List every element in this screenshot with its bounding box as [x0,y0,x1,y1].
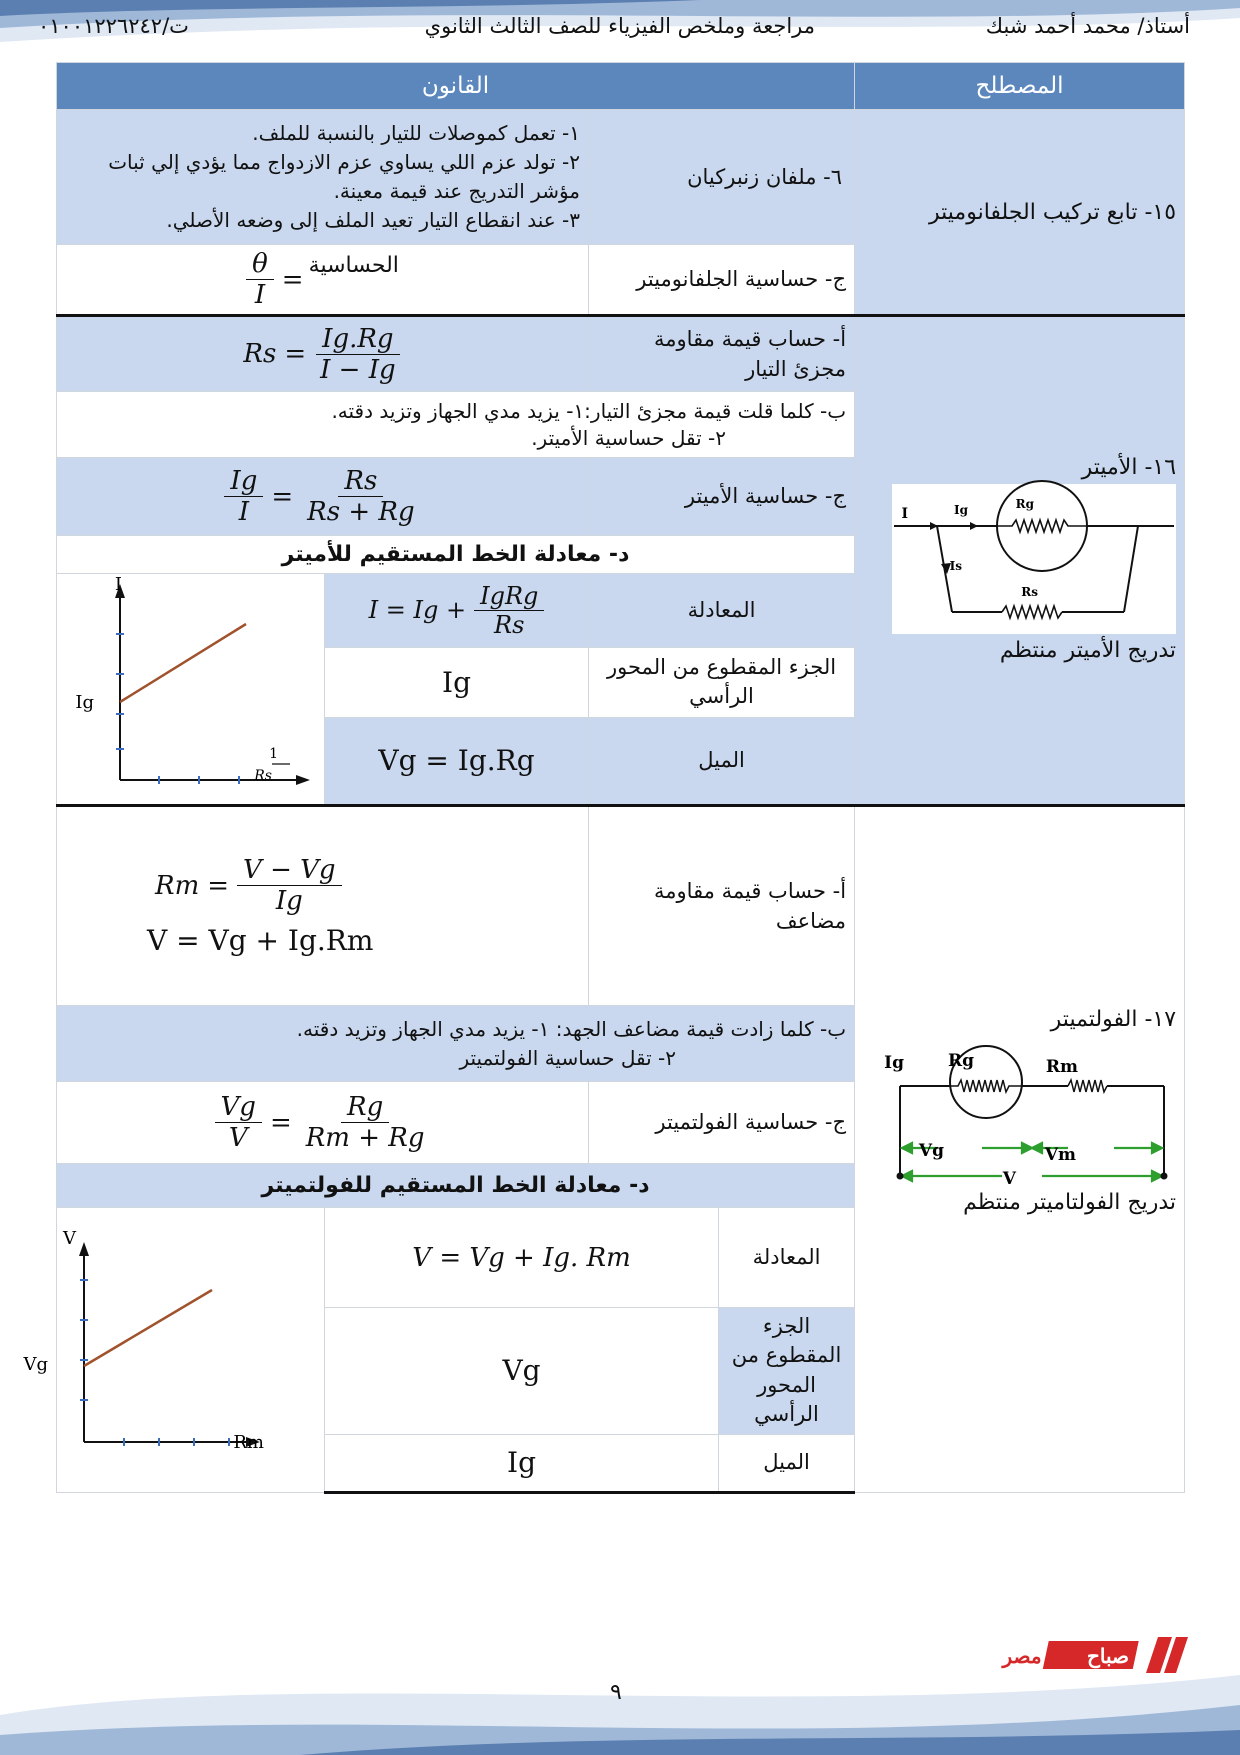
sec16-b-line-2: ٢- تقل حساسية الأميتر. [531,425,727,450]
sec16-eq-label: المعادلة [589,574,855,648]
voltmeter-graph-y-label: V [63,1227,77,1249]
sec17-a-row [57,806,1185,1006]
sec15-sens-fraction [246,249,274,310]
page-number: ٩ [610,1680,622,1705]
ammeter-label-I: I [901,506,909,522]
voltmeter-circuit-diagram [884,1036,1176,1189]
sec17-c-label: ج- حساسية الفولتميتر [589,1082,855,1164]
voltmeter-label-V: V [1002,1169,1017,1189]
sec17-term: ١٧- الفولتميتر [1050,1007,1177,1032]
voltmeter-label-Ig: Ig [884,1053,905,1073]
sec17-caption: تدريج الفولتاميتر منتظم [963,1190,1177,1215]
sec16-c-rden: Rs + Rg [307,497,415,527]
table-header-row [57,63,1185,110]
voltmeter-label-Vg: Vg [918,1141,945,1161]
sec16-a-row [57,316,1185,392]
sec15-sens-label: ج- حساسية الجلفانوميتر [589,245,855,316]
sec16-graph-cell [57,574,325,806]
sec17-intercept-label: الجزء المقطوع من المحور الرأسي [719,1308,855,1435]
sec17-slope-label: الميل [719,1434,855,1492]
sec16-term-cell [855,316,1185,806]
sec17-b-text [57,1006,855,1082]
voltmeter-label-Vm: Vm [1044,1145,1077,1165]
ammeter-label-Rs: Rs [1021,585,1039,599]
sec17-c-rden: Rm + Rg [305,1123,425,1153]
sec15-sens-eq: = [281,264,304,295]
sec17-a-den: Ig [275,886,303,916]
sec15-spring-note-1: ١- تعمل كموصلات للتيار بالنسبة للملف. [252,121,581,145]
voltmeter-graph-x-label: Rm [233,1431,265,1453]
sec16-eq-den: Rs [494,610,525,639]
document-title: مراجعة وملخص الفيزياء للصف الثالث الثانوي [424,14,815,38]
sec16-a-den: I − Ig [320,354,396,385]
sec16-intercept-label: الجزء المقطوع من المحور الرأسي [589,647,855,717]
sec15-sens-den: I [254,280,266,310]
col-term-header: المصطلح [855,63,1185,110]
sec17-graph-cell [23,1208,325,1493]
sec17-eq-cell [325,1208,719,1308]
sec16-a-label: أ- حساب قيمة مقاومة مجزئ التيار [589,316,855,392]
page-header [0,14,1240,54]
voltmeter-label-Rm: Rm [1045,1057,1079,1077]
sec17-d-title: د- معادلة الخط المستقيم للفولتميتر [57,1164,855,1208]
ammeter-circuit-diagram [892,484,1176,634]
sec17-c-rnum: Rg [341,1092,389,1123]
sec17-c-lnum: Vg [215,1092,262,1123]
sec17-b-line-2: ٢- تقل حساسية الفولتميتر [459,1045,677,1070]
sec17-eq-value: V = Vg + Ig. Rm [412,1242,631,1273]
ammeter-graph-x-num: 1 [269,746,279,762]
sec16-a-num: Ig.Rg [316,324,399,355]
sec15-spring-notes [57,110,589,245]
sec17-a-eq2: V = Vg + Ig.Rm [147,924,374,957]
sec17-a-label: أ- حساب قيمة مقاومة مضاعف [589,806,855,1006]
sec16-caption: تدريج الأميتر منتظم [999,638,1177,663]
sec17-term-cell [855,806,1185,1493]
sec17-a-lhs: Rm [155,870,200,901]
voltmeter-label-Rg: Rg [948,1051,975,1071]
sec16-slope-value: Vg = Ig.Rg [325,717,589,805]
col-law-header: القانون [57,63,855,110]
sec15-springs-row [57,110,1185,245]
teacher-name: أستاذ/ محمد أحمد شبك [985,14,1190,38]
sec16-b-line-1: ب- كلما قلت قيمة مجزئ التيار:١- يزيد مدي الجهاز وتزيد دقته. [331,398,847,423]
sec16-c-label: ج- حساسية الأميتر [589,458,855,536]
sec16-c-lden: I [238,497,250,527]
sec17-b-line-1: ب- كلما زادت قيمة مضاعف الجهد: ١- يزيد مدي الجهاز وتزيد دقته. [296,1016,847,1041]
sec15-spring-label: ٦- ملفان زنبركيان [589,110,855,245]
ammeter-label-Rg: Rg [1015,497,1035,511]
sec16-slope-label: الميل [589,717,855,805]
sec16-d-title: د- معادلة الخط المستقيم للأميتر [57,536,855,574]
sec16-eq-num: IgRg [474,582,544,611]
sec16-a-lhs: Rs [243,339,277,369]
sec15-term: ١٥- تابع تركيب الجلفانوميتر [855,110,1185,316]
sec16-c-rnum: Rs [338,466,383,497]
sec16-c-formula: $\frac{Ig}{I}$ = $\frac{Rs}{Rs + Rg}$ [57,458,589,536]
sec17-a-num: V − Vg [237,855,342,886]
sec17-slope-value: Ig [325,1434,719,1492]
sec17-a-formula: Rm = $\frac{V - Vg}{Ig}$ V = Vg + Ig.Rm [57,806,589,1006]
sec16-c-lnum: Ig [224,466,263,497]
voltmeter-graph [0,1227,324,1466]
ammeter-label-Is: Is [949,559,963,573]
sec16-eq-value [325,574,589,648]
logo-text-1: صباح [1086,1644,1130,1668]
sec15-sens-word: الحساسية [308,253,399,278]
ammeter-graph-y-label: I [114,574,123,595]
sec16-b-text [57,392,855,458]
sec16-a-formula: Rs = $\frac{Ig.Rg}{I - Ig}$ [57,316,589,392]
voltmeter-graph-intercept: Vg [23,1353,49,1375]
ammeter-graph [64,574,324,800]
ammeter-label-Ig: Ig [954,503,969,517]
ammeter-graph-x-den: Rs [254,768,273,784]
sec17-intercept-value: Vg [325,1308,719,1435]
summary-table [23,62,1185,1494]
sec15-spring-note-2: ٢- تولد عزم اللي يساوي عزم الازدواج مما يؤدي إلي ثبات مؤشر التدريج عند قيمة معينة. [108,150,581,203]
sec16-eq-lhs: I = Ig + [368,596,467,625]
sabah-masr-logo [990,1635,1190,1675]
ammeter-graph-intercept: Ig [75,692,95,713]
sec15-spring-note-3: ٣- عند انقطاع التيار تعيد الملف إلى وضعه الأصلي. [166,208,581,232]
logo-text-2: مصر [1002,1644,1042,1668]
sec16-intercept-value: Ig [325,647,589,717]
sec17-c-formula: $\frac{Vg}{V}$ = $\frac{Rg}{Rm + Rg}$ [57,1082,589,1164]
sec17-eq-label: المعادلة [719,1208,855,1308]
phone-number: ت/٠١٠٠١٢٢٦٢٤٢ [38,14,189,38]
sec15-sens-formula [57,245,589,316]
sec15-sens-num: θ [246,249,274,280]
sec16-term: ١٦- الأميتر [1081,455,1177,480]
sec17-c-lden: V [228,1123,248,1153]
